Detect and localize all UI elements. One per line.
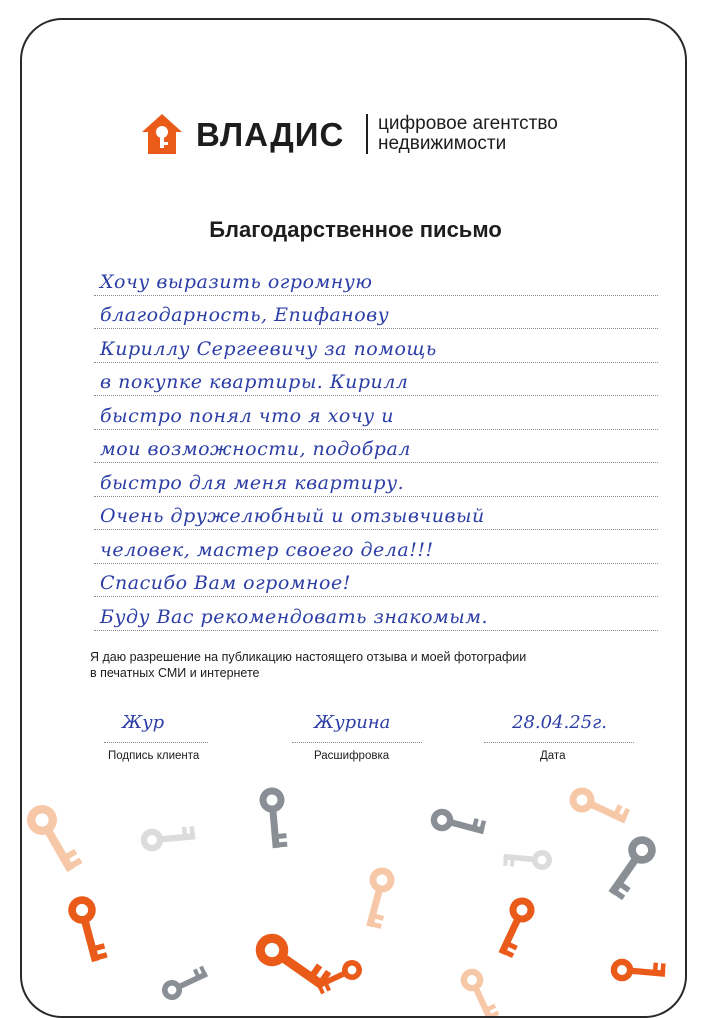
handwritten-line-text: человек, мастер своего дела!!!: [100, 538, 434, 561]
date-value: 28.04.25г.: [512, 712, 607, 733]
keys-pattern-decoration: [22, 760, 687, 1018]
letter-sheet: [20, 18, 687, 1018]
handwritten-line-text: Спасибо Вам огромное!: [100, 572, 351, 594]
brand-tagline-line1: цифровое агентство: [378, 113, 558, 134]
handwritten-line: [94, 497, 658, 531]
handwritten-line: [94, 329, 658, 363]
brand-tagline: [378, 114, 618, 154]
handwritten-line: [94, 530, 658, 564]
handwritten-line-text: мои возможности, подобрал: [100, 438, 411, 460]
handwritten-line: [94, 564, 658, 598]
handwritten-line: [94, 262, 658, 296]
handwritten-line-text: Хочу выразить огромную: [100, 270, 373, 293]
decipher-label: Расшифровка: [314, 750, 390, 762]
handwritten-line-text: Очень дружелюбный и отзывчивый: [100, 505, 485, 527]
handwritten-line: [94, 363, 658, 397]
handwritten-line: [94, 430, 658, 464]
publication-consent: [90, 649, 630, 681]
handwritten-line-text: Кириллу Сергеевичу за помощь: [100, 337, 437, 360]
handwritten-line-text: в покупке квартиры. Кирилл: [100, 371, 409, 393]
brand-tagline-line2: недвижимости: [378, 133, 507, 154]
decipher-value: Журина: [314, 712, 391, 733]
house-key-icon: [140, 112, 184, 156]
handwritten-line-text: Буду Вас рекомендовать знакомым.: [100, 605, 489, 628]
handwritten-line: [94, 463, 658, 497]
signature-value: Жур: [122, 712, 165, 733]
handwritten-text: [94, 262, 658, 631]
date-label: Дата: [540, 750, 566, 762]
brand-divider: [366, 114, 368, 154]
letter-title: Благодарственное письмо: [209, 217, 502, 242]
brand-name: ВЛАДИС: [196, 116, 345, 153]
handwritten-line: [94, 597, 658, 631]
consent-line2: в печатных СМИ и интернете: [90, 666, 260, 680]
handwritten-line-text: быстро понял что я хочу и: [100, 404, 394, 427]
consent-line1: Я даю разрешение на публикацию настоящего отзыва и моей фотографии: [90, 650, 527, 664]
handwritten-line-text: быстро для меня квартиру.: [100, 471, 405, 494]
handwritten-line: [94, 396, 658, 430]
signature-label: Подпись клиента: [108, 750, 200, 762]
handwritten-line-text: благодарность, Епифанову: [100, 304, 390, 326]
handwritten-line: [94, 296, 658, 330]
